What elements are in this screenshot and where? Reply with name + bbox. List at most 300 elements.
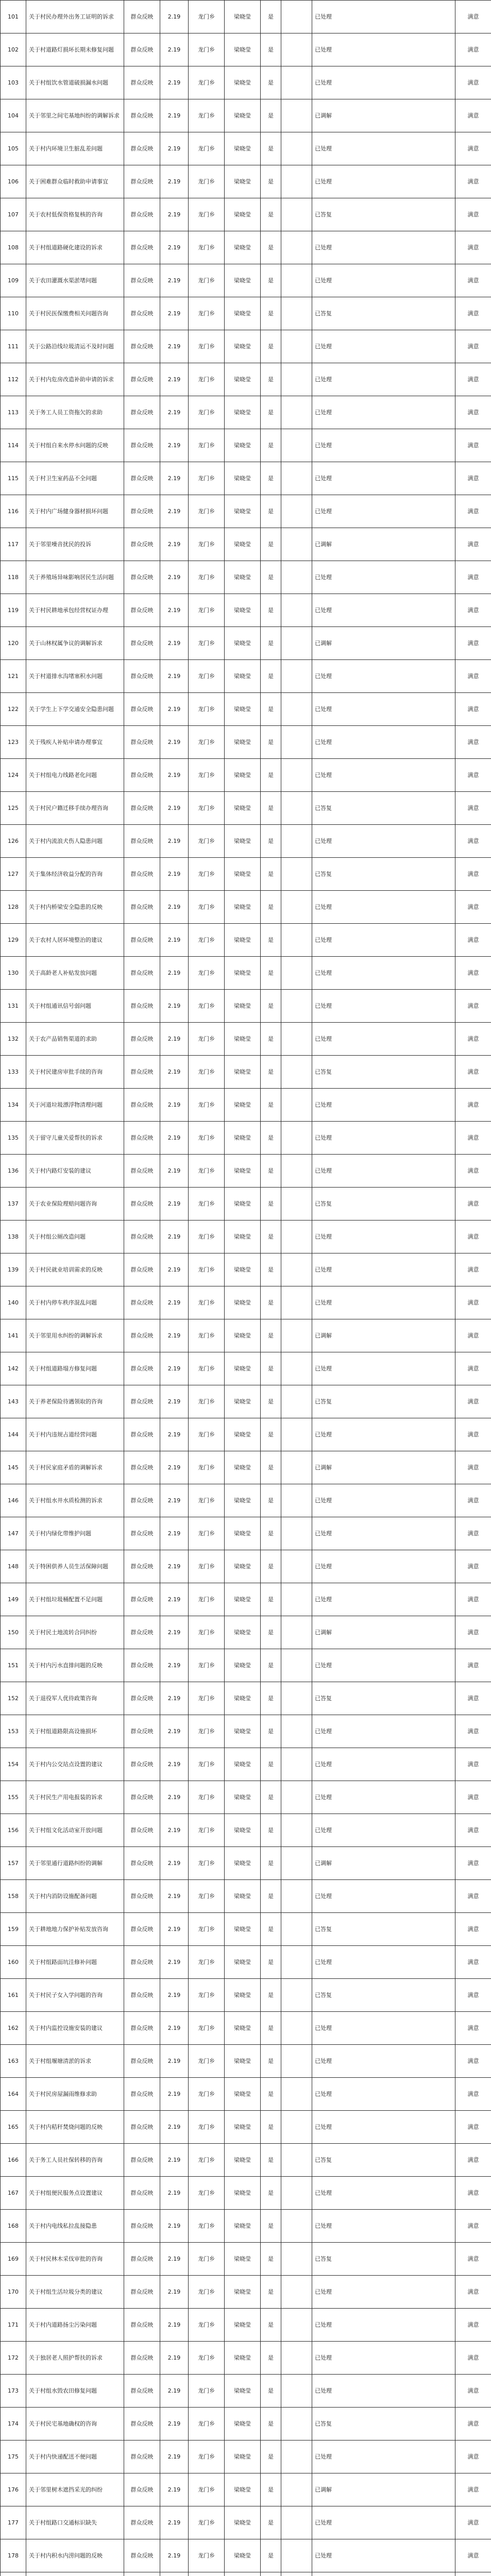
table-cell: 已处理 (312, 1484, 455, 1517)
table-row (1, 957, 491, 990)
table-cell: 2.19 (160, 1056, 189, 1089)
table-cell (281, 1748, 312, 1781)
table-cell: 是 (261, 33, 281, 66)
table-cell: 群众反映 (124, 2012, 160, 2045)
table-cell: 2.19 (160, 1286, 189, 1319)
table-cell: 满意 (455, 1979, 491, 2012)
table-cell: 是 (261, 1814, 281, 1847)
table-cell: 梁晓莹 (225, 990, 261, 1023)
table-cell: 162 (1, 2012, 26, 2045)
table-cell (281, 297, 312, 330)
table-cell: 梁晓莹 (225, 660, 261, 693)
table-row (1, 2045, 491, 2078)
table-cell: 是 (261, 2539, 281, 2572)
table-cell: 关于村组电力线路老化问题 (26, 759, 124, 792)
table-cell: 关于村民林木采伐审批的咨询 (26, 2243, 124, 2276)
table-cell: 关于村民子女入学问题的咨询 (26, 1979, 124, 2012)
table-cell: 171 (1, 2309, 26, 2342)
table-cell: 龙门乡 (189, 1418, 225, 1451)
table-row (1, 2539, 491, 2572)
table-cell: 关于村内违规占道经营问题 (26, 1418, 124, 1451)
table-cell (281, 1814, 312, 1847)
table-cell: 满意 (455, 1385, 491, 1418)
table-cell (281, 231, 312, 264)
table-row (1, 363, 491, 396)
table-cell: 134 (1, 1089, 26, 1122)
table-cell: 满意 (455, 1946, 491, 1979)
table-cell: 是 (261, 660, 281, 693)
table-cell: 关于村道路灯损坏长期未修复问题 (26, 33, 124, 66)
table-cell: 满意 (455, 825, 491, 858)
table-cell: 已答复 (312, 792, 455, 825)
table-cell: 已处理 (312, 396, 455, 429)
table-row (1, 1517, 491, 1550)
table-cell: 已处理 (312, 2342, 455, 2375)
table-cell: 115 (1, 462, 26, 495)
table-cell: 梁晓莹 (225, 2012, 261, 2045)
table-cell: 2.19 (160, 1, 189, 33)
table-cell: 2.19 (160, 66, 189, 99)
table-cell: 龙门乡 (189, 2539, 225, 2572)
table-cell: 2.19 (160, 2473, 189, 2506)
table-cell (281, 1682, 312, 1715)
table-cell: 群众反映 (124, 165, 160, 198)
table-cell (281, 198, 312, 231)
table-cell: 群众反映 (124, 2539, 160, 2572)
table-cell (124, 2572, 160, 2576)
table-cell: 144 (1, 1418, 26, 1451)
table-cell: 梁晓莹 (225, 1715, 261, 1748)
table-cell: 已处理 (312, 1221, 455, 1253)
table-cell: 是 (261, 165, 281, 198)
table-cell (160, 2572, 189, 2576)
table-cell: 群众反映 (124, 1649, 160, 1682)
table-row (1, 2473, 491, 2506)
table-cell: 是 (261, 990, 281, 1023)
table-cell (281, 2309, 312, 2342)
table-cell: 是 (261, 528, 281, 561)
table-cell: 梁晓莹 (225, 1155, 261, 1188)
table-cell: 群众反映 (124, 1089, 160, 1122)
table-cell: 2.19 (160, 990, 189, 1023)
table-row (1, 2243, 491, 2276)
table-cell: 已处理 (312, 1023, 455, 1056)
table-cell: 是 (261, 858, 281, 891)
table-cell: 关于村道排水沟堵塞积水问题 (26, 660, 124, 693)
table-cell: 108 (1, 231, 26, 264)
table-cell: 2.19 (160, 1748, 189, 1781)
table-cell: 梁晓莹 (225, 924, 261, 957)
table-cell: 176 (1, 2473, 26, 2506)
table-cell: 已处理 (312, 2012, 455, 2045)
table-row (1, 1023, 491, 1056)
table-cell: 是 (261, 957, 281, 990)
table-cell: 关于村民户籍迁移手续办理咨询 (26, 792, 124, 825)
table-cell: 116 (1, 495, 26, 528)
table-cell: 梁晓莹 (225, 693, 261, 726)
table-cell: 满意 (455, 2539, 491, 2572)
table-cell: 梁晓莹 (225, 561, 261, 594)
table-cell: 关于村内路灯安装的建议 (26, 1155, 124, 1188)
table-cell: 已处理 (312, 2045, 455, 2078)
table-cell: 已处理 (312, 2506, 455, 2539)
table-cell: 龙门乡 (189, 2506, 225, 2539)
table-cell: 2.19 (160, 594, 189, 627)
table-row (1, 231, 491, 264)
table-cell: 关于村组自来水停水问题的反映 (26, 429, 124, 462)
table-row (1, 1781, 491, 1814)
table-cell: 2.19 (160, 1221, 189, 1253)
table-cell: 关于学生上下学交通安全隐患问题 (26, 693, 124, 726)
table-cell: 梁晓莹 (225, 165, 261, 198)
table-cell: 群众反映 (124, 1122, 160, 1155)
table-cell: 群众反映 (124, 1847, 160, 1880)
table-cell: 满意 (455, 924, 491, 957)
table-cell: 172 (1, 2342, 26, 2375)
table-cell: 满意 (455, 2441, 491, 2473)
table-row (1, 1484, 491, 1517)
table-cell: 已处理 (312, 1, 455, 33)
table-cell: 梁晓莹 (225, 2210, 261, 2243)
table-row (1, 2144, 491, 2177)
table-cell: 是 (261, 1913, 281, 1946)
table-cell: 关于村民耕地承包经营权证办理 (26, 594, 124, 627)
table-cell: 已答复 (312, 198, 455, 231)
table-cell: 已答复 (312, 1188, 455, 1221)
table-cell: 2.19 (160, 1188, 189, 1221)
table-cell: 满意 (455, 792, 491, 825)
table-cell: 154 (1, 1748, 26, 1781)
table-cell (281, 594, 312, 627)
table-cell: 101 (1, 1, 26, 33)
table-cell: 122 (1, 693, 26, 726)
table-cell: 群众反映 (124, 198, 160, 231)
table-cell: 163 (1, 2045, 26, 2078)
table-cell (281, 495, 312, 528)
table-cell: 梁晓莹 (225, 759, 261, 792)
table-cell: 2.19 (160, 2506, 189, 2539)
table-cell: 龙门乡 (189, 1814, 225, 1847)
table-row (1, 1155, 491, 1188)
table-cell: 2.19 (160, 1023, 189, 1056)
table-row (1, 33, 491, 66)
table-cell: 梁晓莹 (225, 1979, 261, 2012)
table-cell (281, 2473, 312, 2506)
table-cell: 龙门乡 (189, 990, 225, 1023)
table-cell: 满意 (455, 1814, 491, 1847)
table-cell: 关于养老保险待遇领取的咨询 (26, 1385, 124, 1418)
table-cell: 梁晓莹 (225, 2111, 261, 2144)
table-cell: 是 (261, 462, 281, 495)
table-cell: 关于河道垃圾漂浮物清理问题 (26, 1089, 124, 1122)
table-row (1, 1253, 491, 1286)
table-cell: 龙门乡 (189, 1023, 225, 1056)
table-cell: 已处理 (312, 1418, 455, 1451)
table-cell: 是 (261, 1649, 281, 1682)
table-cell (281, 1583, 312, 1616)
table-cell: 是 (261, 627, 281, 660)
table-cell: 2.19 (160, 198, 189, 231)
table-row (1, 396, 491, 429)
table-cell: 2.19 (160, 1155, 189, 1188)
table-cell: 梁晓莹 (225, 1221, 261, 1253)
table-cell: 关于村组路口交通标识缺失 (26, 2506, 124, 2539)
table-cell: 龙门乡 (189, 1913, 225, 1946)
table-cell: 群众反映 (124, 33, 160, 66)
table-cell: 梁晓莹 (225, 1188, 261, 1221)
table-cell: 138 (1, 1221, 26, 1253)
table-cell: 满意 (455, 1583, 491, 1616)
table-cell: 153 (1, 1715, 26, 1748)
table-cell: 关于高龄老人补贴发放问题 (26, 957, 124, 990)
table-cell: 2.19 (160, 165, 189, 198)
table-cell: 梁晓莹 (225, 2473, 261, 2506)
table-cell: 龙门乡 (189, 66, 225, 99)
table-cell (281, 1880, 312, 1913)
table-cell: 是 (261, 1122, 281, 1155)
table-cell: 178 (1, 2539, 26, 2572)
table-cell: 龙门乡 (189, 1155, 225, 1188)
table-cell: 梁晓莹 (225, 1451, 261, 1484)
table-cell: 龙门乡 (189, 1484, 225, 1517)
table-cell: 2.19 (160, 264, 189, 297)
table-cell: 满意 (455, 1253, 491, 1286)
table-cell: 群众反映 (124, 1484, 160, 1517)
table-cell: 梁晓莹 (225, 1484, 261, 1517)
table-cell: 123 (1, 726, 26, 759)
table-cell: 是 (261, 825, 281, 858)
table-cell: 2.19 (160, 2342, 189, 2375)
table-cell: 已处理 (312, 891, 455, 924)
table-cell: 梁晓莹 (225, 2144, 261, 2177)
table-cell: 是 (261, 2111, 281, 2144)
table-cell (281, 2210, 312, 2243)
table-cell: 2.19 (160, 1616, 189, 1649)
table-cell: 关于困难群众临时救助申请事宜 (26, 165, 124, 198)
table-cell: 关于邻里用水纠纷的调解诉求 (26, 1319, 124, 1352)
table-row (1, 297, 491, 330)
table-row (1, 1946, 491, 1979)
table-cell: 群众反映 (124, 330, 160, 363)
table-cell: 关于村组路面坑洼修补问题 (26, 1946, 124, 1979)
table-cell: 龙门乡 (189, 891, 225, 924)
table-cell (281, 2078, 312, 2111)
table-cell: 2.19 (160, 1880, 189, 1913)
table-cell: 是 (261, 264, 281, 297)
table-cell: 151 (1, 1649, 26, 1682)
table-cell: 关于邻里通行道路纠纷的调解 (26, 1847, 124, 1880)
table-cell: 2.19 (160, 462, 189, 495)
table-cell: 已答复 (312, 1385, 455, 1418)
table-cell: 已处理 (312, 825, 455, 858)
table-cell: 梁晓莹 (225, 198, 261, 231)
table-row (1, 1682, 491, 1715)
table-cell: 满意 (455, 1616, 491, 1649)
table-cell: 梁晓莹 (225, 2045, 261, 2078)
table-cell: 2.19 (160, 825, 189, 858)
table-cell: 2.19 (160, 627, 189, 660)
table-cell: 群众反映 (124, 1188, 160, 1221)
table-cell: 已处理 (312, 1715, 455, 1748)
table-cell: 已答复 (312, 2144, 455, 2177)
table-cell: 满意 (455, 1451, 491, 1484)
table-cell (281, 2111, 312, 2144)
table-cell: 2.19 (160, 1385, 189, 1418)
table-row (1, 495, 491, 528)
table-cell: 满意 (455, 1484, 491, 1517)
table-cell: 群众反映 (124, 2506, 160, 2539)
table-cell: 龙门乡 (189, 1649, 225, 1682)
table-cell: 2.19 (160, 363, 189, 396)
table-cell: 是 (261, 1155, 281, 1188)
table-cell: 131 (1, 990, 26, 1023)
table-cell: 关于村内监控设施安装的建议 (26, 2012, 124, 2045)
table-cell: 已处理 (312, 1814, 455, 1847)
table-cell: 满意 (455, 1715, 491, 1748)
table-cell (281, 1484, 312, 1517)
table-cell: 已调解 (312, 627, 455, 660)
table-cell (281, 2045, 312, 2078)
table-cell: 126 (1, 825, 26, 858)
table-row (1, 1, 491, 33)
ledger-rows (1, 1, 491, 2576)
table-cell: 梁晓莹 (225, 627, 261, 660)
table-row (1, 1847, 491, 1880)
table-cell: 159 (1, 1913, 26, 1946)
table-row (1, 1616, 491, 1649)
table-cell: 2.19 (160, 1682, 189, 1715)
table-cell: 2.19 (160, 2441, 189, 2473)
table-cell: 龙门乡 (189, 924, 225, 957)
table-cell: 梁晓莹 (225, 429, 261, 462)
table-cell: 关于村民办理外出务工证明的诉求 (26, 1, 124, 33)
table-row (1, 2506, 491, 2539)
table-cell: 关于公路沿线垃圾清运不及时问题 (26, 330, 124, 363)
table-cell: 已答复 (312, 2243, 455, 2276)
table-cell (281, 363, 312, 396)
table-cell: 群众反映 (124, 1880, 160, 1913)
table-cell (281, 1188, 312, 1221)
table-cell (281, 1847, 312, 1880)
table-cell (312, 2572, 455, 2576)
table-cell (281, 1319, 312, 1352)
table-row (1, 825, 491, 858)
table-cell: 2.19 (160, 1418, 189, 1451)
table-cell: 关于村内绿化带维护问题 (26, 1517, 124, 1550)
table-cell: 群众反映 (124, 495, 160, 528)
table-cell: 龙门乡 (189, 792, 225, 825)
table-cell: 已处理 (312, 33, 455, 66)
table-row (1, 1385, 491, 1418)
table-cell: 2.19 (160, 1847, 189, 1880)
table-cell: 满意 (455, 231, 491, 264)
table-cell: 梁晓莹 (225, 1682, 261, 1715)
table-cell: 群众反映 (124, 693, 160, 726)
table-cell: 龙门乡 (189, 1946, 225, 1979)
table-cell (281, 693, 312, 726)
table-cell: 是 (261, 1946, 281, 1979)
table-cell: 满意 (455, 363, 491, 396)
table-cell (281, 528, 312, 561)
table-cell: 2.19 (160, 297, 189, 330)
table-cell: 127 (1, 858, 26, 891)
table-cell: 关于农产品销售渠道的求助 (26, 1023, 124, 1056)
table-cell: 梁晓莹 (225, 2177, 261, 2210)
table-cell: 群众反映 (124, 759, 160, 792)
table-row (1, 2441, 491, 2473)
table-cell: 关于村内快递配送不便问题 (26, 2441, 124, 2473)
table-cell: 群众反映 (124, 1352, 160, 1385)
table-cell: 满意 (455, 1418, 491, 1451)
table-cell: 130 (1, 957, 26, 990)
table-row (1, 2572, 491, 2576)
table-cell: 是 (261, 1089, 281, 1122)
table-cell: 已处理 (312, 2441, 455, 2473)
table-cell (281, 1781, 312, 1814)
table-cell: 2.19 (160, 1649, 189, 1682)
table-cell: 满意 (455, 693, 491, 726)
table-cell: 150 (1, 1616, 26, 1649)
table-cell: 龙门乡 (189, 297, 225, 330)
table-cell: 龙门乡 (189, 660, 225, 693)
table-cell: 群众反映 (124, 627, 160, 660)
table-cell: 龙门乡 (189, 1616, 225, 1649)
table-cell (281, 132, 312, 165)
table-cell: 龙门乡 (189, 330, 225, 363)
table-cell (281, 891, 312, 924)
table-cell: 梁晓莹 (225, 2506, 261, 2539)
table-cell: 梁晓莹 (225, 1253, 261, 1286)
table-cell: 是 (261, 792, 281, 825)
table-cell: 梁晓莹 (225, 396, 261, 429)
table-cell: 2.19 (160, 429, 189, 462)
table-cell: 2.19 (160, 2276, 189, 2309)
table-cell: 群众反映 (124, 825, 160, 858)
table-cell (281, 1089, 312, 1122)
table-cell: 关于退役军人优待政策咨询 (26, 1682, 124, 1715)
table-cell (281, 1913, 312, 1946)
table-cell: 是 (261, 924, 281, 957)
table-cell: 龙门乡 (189, 2473, 225, 2506)
table-cell: 160 (1, 1946, 26, 1979)
table-cell: 满意 (455, 297, 491, 330)
table-row (1, 1451, 491, 1484)
table-cell: 174 (1, 2408, 26, 2441)
table-row (1, 561, 491, 594)
table-cell: 2.19 (160, 330, 189, 363)
table-cell: 梁晓莹 (225, 528, 261, 561)
table-cell: 已处理 (312, 1946, 455, 1979)
table-cell (281, 1550, 312, 1583)
table-cell: 龙门乡 (189, 2111, 225, 2144)
table-cell: 满意 (455, 858, 491, 891)
table-cell: 龙门乡 (189, 1089, 225, 1122)
table-row (1, 924, 491, 957)
table-cell: 满意 (455, 2243, 491, 2276)
table-cell: 龙门乡 (189, 1583, 225, 1616)
table-cell (455, 2572, 491, 2576)
table-cell: 109 (1, 264, 26, 297)
table-cell: 152 (1, 1682, 26, 1715)
table-cell: 满意 (455, 429, 491, 462)
table-cell: 已处理 (312, 66, 455, 99)
table-cell (281, 1715, 312, 1748)
table-cell: 170 (1, 2276, 26, 2309)
table-cell: 2.19 (160, 1715, 189, 1748)
table-cell (1, 2572, 26, 2576)
table-cell: 群众反映 (124, 1946, 160, 1979)
table-row (1, 1649, 491, 1682)
